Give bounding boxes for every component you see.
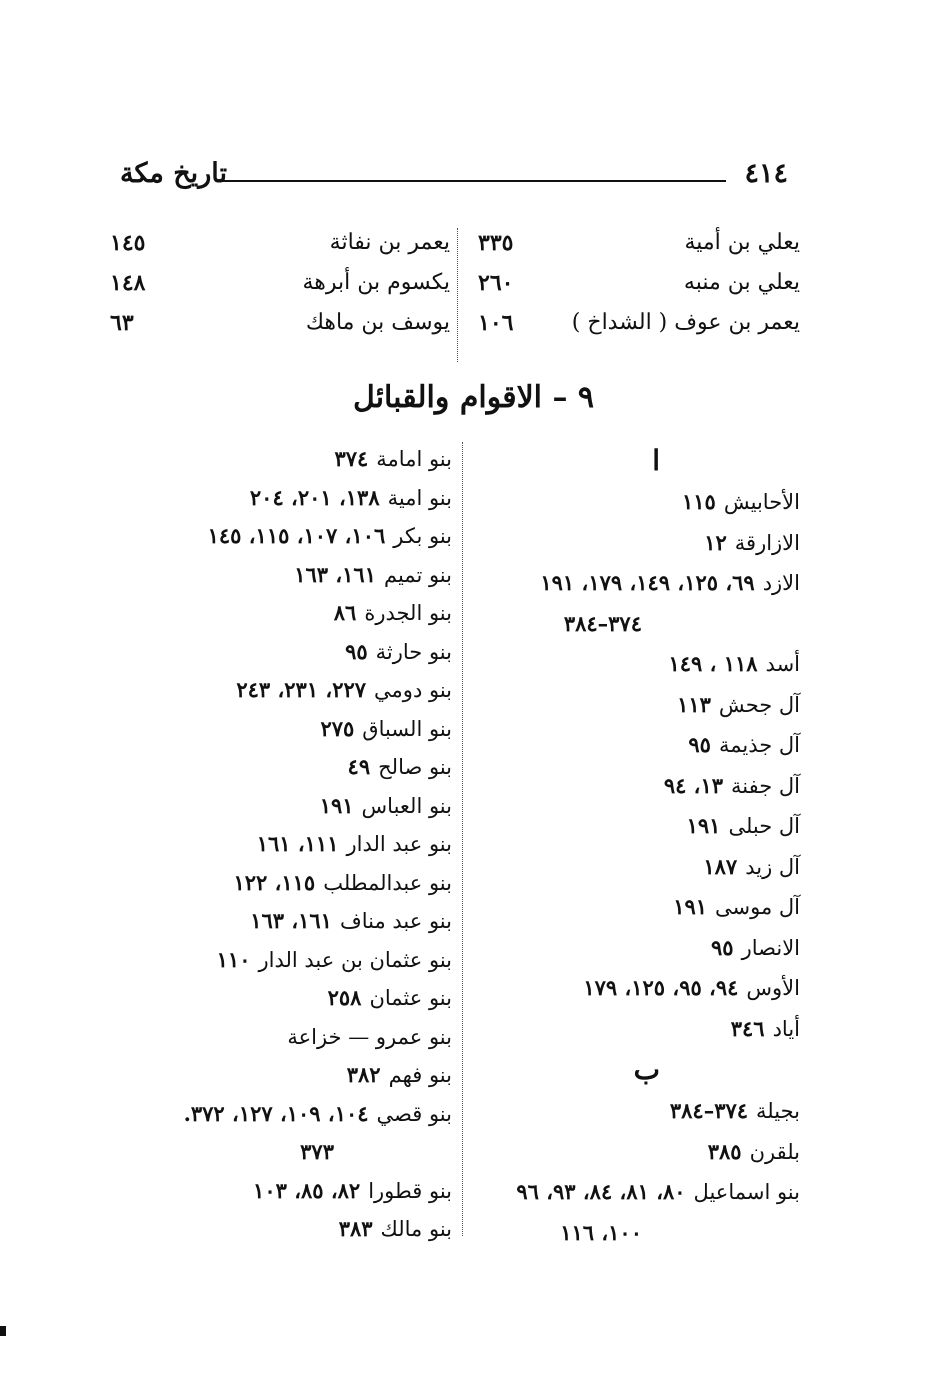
entry-name: الأحابيش — [723, 490, 800, 514]
page-header — [120, 158, 788, 198]
entry-name: بنو اسماعيل — [693, 1180, 800, 1204]
column-divider — [462, 442, 463, 1236]
list-item — [470, 847, 800, 888]
list-item — [470, 1172, 800, 1213]
entry-pages: ١٠٤، ١٠٩، ١٢٧، ٣٧٢. — [183, 1100, 369, 1126]
index-right-column — [470, 440, 800, 1253]
column-divider — [457, 228, 458, 362]
entry-name: بنو تميم — [383, 562, 452, 587]
entry-name: بنو السباق — [362, 716, 452, 741]
entry-name: بنو عبد الدار — [346, 832, 452, 856]
entry-pages: ٨٢، ٨٥، ١٠٣ — [253, 1177, 361, 1203]
entry-name: بنو عثمان — [369, 986, 452, 1010]
entry-name: بنو عثمان بن عبد الدار — [258, 947, 452, 972]
entry-pages: ١٨٧ — [703, 853, 738, 879]
entry-pages: ١٩١ — [319, 792, 354, 818]
list-item — [122, 633, 452, 672]
list-item — [460, 226, 800, 266]
entry-name: بنو حارثة — [375, 639, 452, 664]
list-item — [122, 479, 452, 518]
entry-pages: ٩٥ — [688, 732, 711, 757]
list-item-continuation — [470, 604, 800, 645]
list-item — [122, 1018, 452, 1057]
entry-pages: ٩٤، ٩٥، ١٢٥، ١٧٩ — [583, 975, 739, 1000]
list-item — [470, 968, 800, 1009]
list-item — [470, 928, 800, 969]
entry-pages: ١١٨ ، ١٤٩ — [668, 651, 758, 676]
entry-name: بلقرن — [749, 1139, 800, 1164]
entry-name: بنو فهم — [388, 1063, 452, 1087]
entry-pages: ٣٨٥ — [707, 1138, 742, 1164]
entry-pages: ٣٧٤–٣٨٤ — [669, 1098, 749, 1123]
tribes-index — [150, 440, 810, 1245]
list-item — [470, 806, 800, 847]
list-item — [110, 226, 450, 266]
list-item — [122, 710, 452, 749]
entry-name: الأوس — [746, 976, 800, 1000]
top-list-left-column — [110, 226, 450, 346]
header-rule — [220, 180, 726, 182]
list-item — [470, 482, 800, 523]
entry-pages: ٢٢٧، ٢٣١، ٢٤٣ — [236, 677, 367, 702]
entry-name: آل موسى — [715, 895, 800, 919]
entry-name: آل زيد — [745, 854, 800, 879]
entry-name: يعلي بن أمية — [684, 230, 800, 255]
entry-pages: ١١٥ — [682, 489, 716, 514]
entry-page: ٣٣٥ — [478, 230, 514, 256]
page-edge-mark — [0, 1326, 6, 1336]
list-item-continuation — [470, 1213, 800, 1254]
entry-name: آل جفنة — [731, 773, 800, 798]
entry-pages: ٣٧٣ — [300, 1139, 334, 1164]
entry-pages: ٢٥٨ — [327, 985, 362, 1010]
entry-name: يعلي بن منبه — [683, 270, 800, 295]
entry-name: آل جحش — [718, 692, 800, 717]
list-item — [470, 523, 800, 564]
list-item — [470, 725, 800, 766]
list-item — [122, 1210, 452, 1249]
entry-page: ٢٦٠ — [478, 270, 514, 296]
list-item — [470, 563, 800, 604]
list-item — [122, 671, 452, 710]
entry-name: يعمر بن نفاثة — [329, 230, 450, 255]
entry-name: بنو مالك — [380, 1217, 452, 1241]
index-left-column — [122, 440, 452, 1249]
entry-pages: ١٣٨، ٢٠١، ٢٠٤ — [249, 484, 380, 510]
entry-name: الانصار — [741, 935, 800, 960]
list-item — [470, 887, 800, 928]
list-item — [122, 902, 452, 941]
entry-pages: ١٦١، ١٦٣ — [294, 561, 376, 587]
entry-pages: ١٢ — [704, 529, 727, 555]
entry-name: بنو قطورا — [368, 1178, 452, 1203]
index-letter-heading: ا — [652, 444, 660, 477]
book-title: تاريخ مكة — [120, 158, 227, 189]
list-item — [460, 306, 800, 346]
list-item — [122, 594, 452, 633]
entry-name: بنو صالح — [378, 755, 452, 779]
entry-pages: ١٠٠، ١١٦ — [560, 1219, 642, 1245]
entry-pages: ١١٥، ١٢٢ — [233, 869, 316, 895]
list-item — [122, 979, 452, 1018]
list-item — [122, 748, 452, 787]
entry-name: أياد — [772, 1016, 800, 1041]
entry-name: بنو قصي — [376, 1101, 452, 1126]
entry-pages: ٨٦ — [333, 600, 357, 625]
entry-pages: ٩٥ — [711, 934, 734, 960]
entry-page: ١٠٦ — [478, 310, 514, 336]
page-number: ٤١٤ — [744, 158, 788, 189]
entry-pages: ١٠٦، ١٠٧، ١١٥، ١٤٥ — [207, 523, 386, 548]
entry-page: ١٤٥ — [110, 230, 146, 256]
entry-name: الازارقة — [734, 530, 800, 555]
list-item — [122, 1172, 452, 1211]
list-item — [122, 941, 452, 980]
top-name-list — [110, 226, 800, 366]
entry-name: يوسف بن ماهك — [305, 310, 450, 335]
entry-name: بنو عمرو — خزاعة — [287, 1024, 452, 1049]
section-heading: ٩ – الاقوام والقبائل — [352, 380, 595, 415]
index-letter-heading: ب — [633, 1053, 660, 1086]
list-item — [122, 787, 452, 826]
list-item — [470, 644, 800, 685]
entry-pages: ١١١، ١٦١ — [256, 831, 339, 856]
list-item — [470, 685, 800, 726]
entry-name: بنو عبد مناف — [339, 909, 452, 933]
list-item — [110, 306, 450, 346]
list-item — [470, 1132, 800, 1173]
entry-pages: ٣٤٦ — [730, 1015, 765, 1041]
entry-name: يكسوم بن أبرهة — [302, 270, 450, 295]
entry-name: بنو عبدالمطلب — [323, 870, 452, 895]
entry-name: بجيلة — [756, 1099, 800, 1123]
entry-name: بنو دومي — [374, 678, 452, 702]
entry-name: بنو الجدرة — [364, 601, 452, 625]
entry-page: ١٤٨ — [110, 270, 146, 296]
entry-pages: ١١٣ — [677, 691, 711, 717]
top-list-right-column — [460, 226, 800, 346]
entry-name: بنو امية — [387, 485, 452, 510]
entry-pages: ٩٥ — [345, 638, 368, 664]
list-item-continuation — [122, 1133, 452, 1172]
list-item — [122, 1095, 452, 1134]
entry-name: بنو امامة — [376, 447, 452, 471]
entry-pages: ١١٠ — [216, 946, 251, 972]
entry-pages: ٣٧٤ — [334, 446, 369, 471]
entry-name: الازد — [762, 571, 800, 595]
list-item — [122, 864, 452, 903]
entry-pages: ٣٧٤–٣٨٤ — [563, 610, 642, 636]
entry-pages: ١٦١، ١٦٣ — [250, 908, 332, 933]
entry-pages: ٣٨٣ — [338, 1216, 373, 1241]
list-item — [122, 556, 452, 595]
list-item — [470, 766, 800, 807]
list-item — [122, 825, 452, 864]
entry-page: ٦٣ — [110, 310, 134, 336]
entry-pages: ٨٠، ٨١، ٨٤، ٩٣، ٩٦ — [516, 1179, 686, 1204]
list-item — [460, 266, 800, 306]
list-item — [122, 1056, 452, 1095]
entry-pages: ٢٧٥ — [320, 715, 355, 741]
entry-pages: ٣٨٢ — [346, 1062, 381, 1087]
entry-pages: ٦٩، ١٢٥، ١٤٩، ١٧٩، ١٩١ — [540, 570, 755, 595]
entry-name: يعمر بن عوف ( الشداخ ) — [571, 310, 800, 335]
entry-name: بنو العباس — [361, 793, 452, 818]
entry-name: آل حبلى — [728, 814, 800, 838]
entry-name: بنو بكر — [393, 524, 452, 548]
entry-name: أسد — [765, 652, 800, 676]
entry-pages: ١٩١ — [686, 813, 721, 838]
entry-name: آل جذيمة — [718, 733, 800, 757]
list-item — [470, 1091, 800, 1132]
entry-pages: ١٩١ — [673, 894, 708, 919]
entry-pages: ١٣، ٩٤ — [663, 772, 724, 798]
list-item — [470, 1009, 800, 1050]
list-item — [110, 266, 450, 306]
list-item — [122, 517, 452, 556]
list-item — [122, 440, 452, 479]
entry-pages: ٤٩ — [347, 754, 371, 779]
